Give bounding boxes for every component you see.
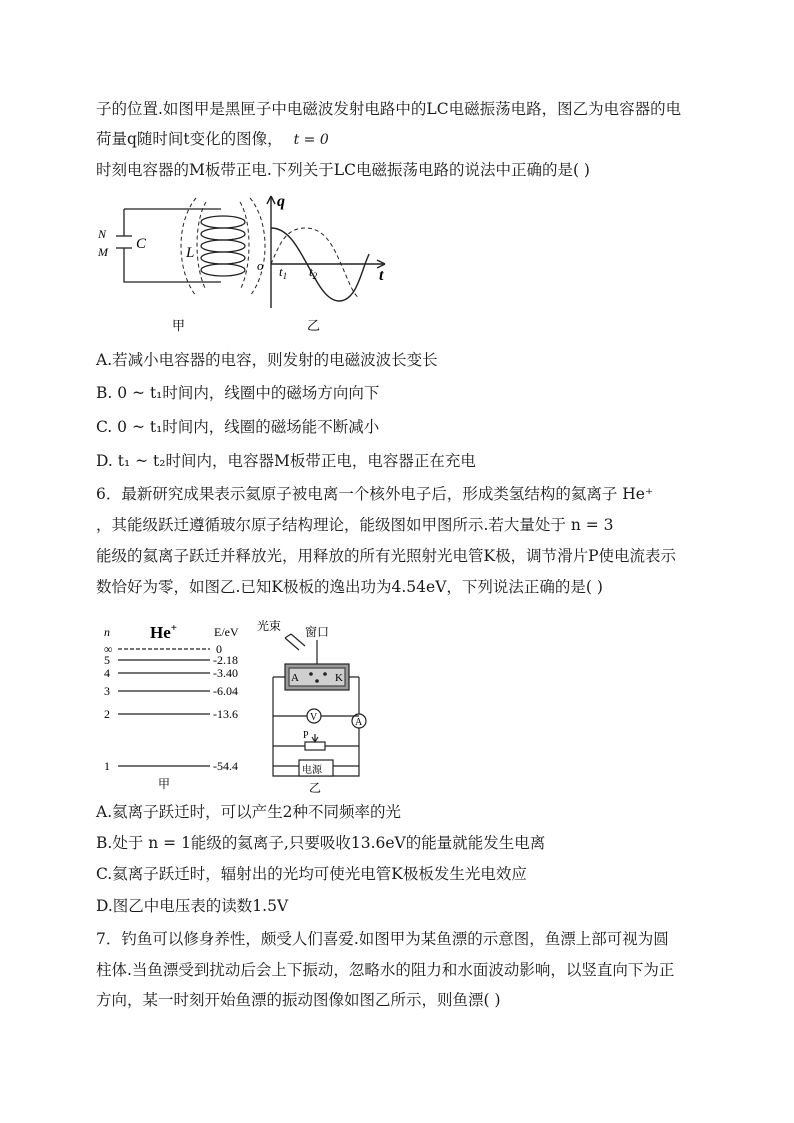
figure-jia-caption: 甲 <box>172 318 186 333</box>
q6-option-d: D.图乙中电压表的读数1.5V <box>96 897 289 915</box>
inductor-coil <box>201 216 245 276</box>
q6-text-line-3: 能级的氦离子跃迁并释放光，用释放的所有光照射光电管K极，调节滑片P使电流表示 <box>96 547 677 565</box>
q6-text-line-1: 6．最新研究成果表示氦原子被电离一个核外电子后，形成类氢结构的氦离子 He⁺ <box>96 485 654 503</box>
figure-yi-caption: 乙 <box>307 318 321 333</box>
slider-p-arrow <box>312 734 318 742</box>
q-t-graph-figure <box>255 190 395 338</box>
ammeter-label: A <box>355 717 363 728</box>
power-source-label: 电源 <box>302 765 322 776</box>
t2-label <box>309 264 318 281</box>
q5-text-line-3: 时刻电容器的M板带正电.下列关于LC电磁振荡电路的说法中正确的是( ) <box>96 161 590 179</box>
t1-subscript: 1 <box>282 271 288 281</box>
figure-yi-caption: 乙 <box>309 781 322 794</box>
dashed-reference-curve <box>271 228 359 298</box>
q5-text-line-1: 子的位置.如图甲是黑匣子中电磁波发射电路中的LC电磁振荡电路，图乙为电容器的电 <box>96 100 682 118</box>
t-axis-label: t <box>379 267 384 284</box>
t2-subscript: 2 <box>312 271 318 281</box>
level-n-1: 1 <box>104 759 110 773</box>
figure-jia-caption: 甲 <box>158 777 171 790</box>
level-energy-4: -3.40 <box>213 666 238 680</box>
he-symbol: He <box>150 623 171 642</box>
t1-label <box>279 264 287 281</box>
light-beam <box>285 634 305 650</box>
energy-level-diagram <box>100 618 260 790</box>
level-energy-3: -6.04 <box>213 684 238 698</box>
level-energy-infinity: 0 <box>216 642 222 656</box>
q7-text-line-2: 柱体.当鱼漂受到扰动后会上下振动，忽略水的阻力和水面波动影响，以竖直向下为正 <box>96 961 675 979</box>
rheostat <box>305 742 325 750</box>
level-energy-5: -2.18 <box>213 653 238 667</box>
q6-option-a: A.氦离子跃迁时，可以产生2种不同频率的光 <box>96 803 401 821</box>
level-n-2: 2 <box>104 707 110 721</box>
level-n-infinity: ∞ <box>104 642 113 656</box>
q5-text-line-2-body: 荷量q随时间t变化的图像， <box>96 130 283 148</box>
q5-option-a: A.若减小电容器的电容，则发射的电磁波波长变长 <box>96 351 438 369</box>
window-label: 窗口 <box>305 625 330 639</box>
light-beam-label: 光束 <box>257 619 282 633</box>
q5-option-d: D. t₁ ~ t₂时间内，电容器M板带正电，电容器正在充电 <box>96 452 476 470</box>
inductor-l-label: L <box>186 245 195 261</box>
q6-text-line-4: 数恰好为零，如图乙.已知K极板的逸出功为4.54eV，下列说法正确的是( ) <box>96 578 603 596</box>
voltmeter-label: V <box>310 712 318 723</box>
q5-time-zero: t = 0 <box>293 132 329 148</box>
level-n-3: 3 <box>104 684 110 698</box>
q-axis-label: q <box>277 193 285 210</box>
he-plus-sign: + <box>170 622 178 634</box>
he-ion-title <box>150 622 177 642</box>
q6-option-c: C.氦离子跃迁时，辐射出的光均可使光电管K极板发生光电效应 <box>96 865 527 883</box>
lc-circuit-figure <box>96 192 266 337</box>
n-column-header: n <box>104 625 110 639</box>
q7-text-line-3: 方向，某一时刻开始鱼漂的振动图像如图乙所示，则鱼漂( ) <box>96 991 501 1009</box>
capacitor-c-label: C <box>136 236 147 252</box>
energy-column-header: E/eV <box>214 625 239 639</box>
q5-option-b: B. 0 ~ t₁时间内，线圈中的磁场方向向下 <box>96 384 380 402</box>
level-energy-1: -54.4 <box>213 759 238 773</box>
level-n-5: 5 <box>104 653 110 667</box>
slider-p-label: P <box>303 730 309 741</box>
level-energy-2: -13.6 <box>213 707 238 721</box>
q6-text-line-2: ，其能级跃迁遵循玻尔原子结构理论，能级图如甲图所示.若大量处于 n = 3 <box>96 516 614 534</box>
q5-text-line-2 <box>96 129 329 150</box>
level-n-4: 4 <box>104 666 110 680</box>
q6-option-b: B.处于 n = 1能级的氦离子,只要吸收13.6eV的能量就能发生电离 <box>96 834 546 852</box>
plate-n-label: N <box>98 227 107 241</box>
t2-letter: t <box>309 264 313 279</box>
q7-text-line-1: 7．钓鱼可以修身养性，颇受人们喜爱.如图甲为某鱼漂的示意图，鱼漂上部可视为圆 <box>96 930 669 948</box>
t1-letter: t <box>279 264 283 279</box>
cathode-k-label: K <box>335 672 343 684</box>
anode-a-label: A <box>291 672 299 684</box>
photoelectric-circuit <box>255 616 395 794</box>
plate-m-label: M <box>98 245 108 259</box>
q5-option-c: C. 0 ~ t₁时间内，线圈的磁场能不断减小 <box>96 418 380 436</box>
origin-label: o <box>257 258 264 273</box>
